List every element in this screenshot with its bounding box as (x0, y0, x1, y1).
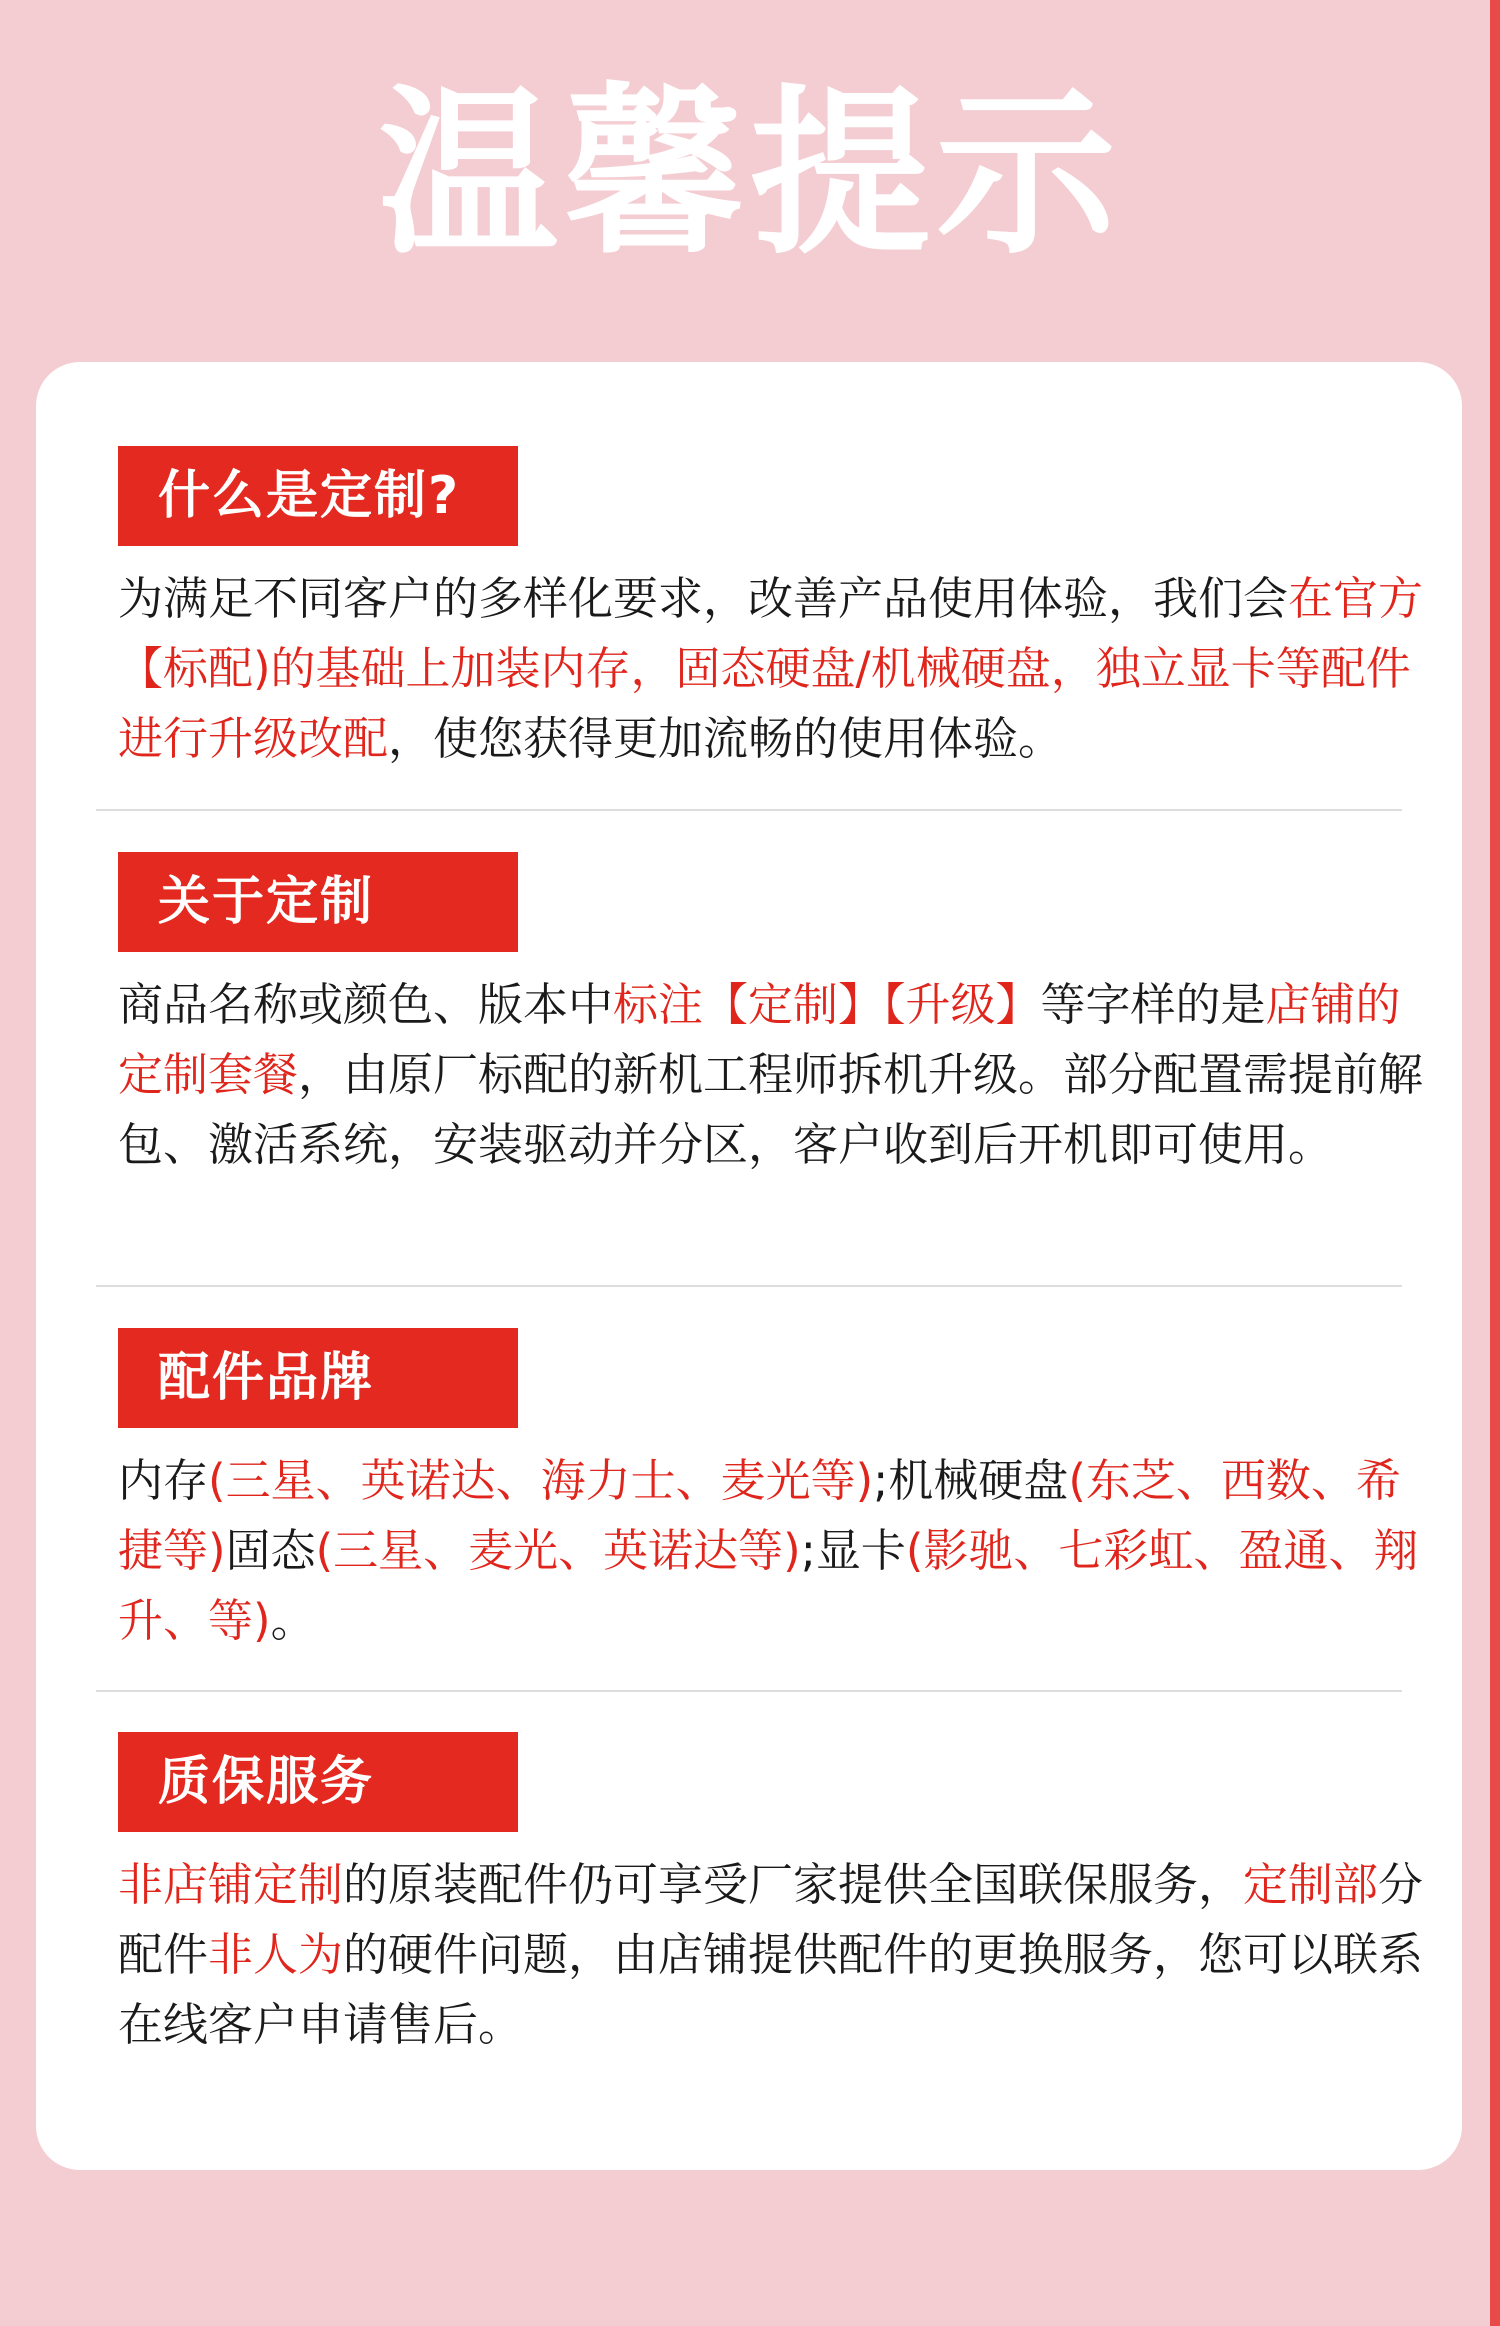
section-heading: 质保服务 (118, 1732, 518, 1832)
section-heading: 关于定制 (118, 852, 518, 952)
highlight-text: 非人为 (208, 1928, 344, 1981)
highlight-text: 店铺的定制套餐 (118, 978, 1401, 1101)
body-text: 的硬件问题，由店铺提供配件的更换服务，您可以联系在线客户申请售后。 (118, 1928, 1424, 2051)
section-divider (96, 1690, 1402, 1692)
page-title: 温馨提示 (377, 70, 1122, 279)
body-text: 固态 (225, 1524, 316, 1577)
right-edge-stripe (1490, 0, 1500, 2326)
section-divider (96, 1285, 1402, 1287)
section-divider (96, 809, 1402, 811)
highlight-text: 在官方【标配)的基础上加装内存，固态硬盘/机械硬盘，独立显卡等配件进行升级改配 (118, 572, 1424, 765)
section-body (118, 970, 1438, 1180)
highlight-text: (东芝、西数、希捷等) (118, 1454, 1401, 1577)
section-body (118, 564, 1438, 774)
highlight-text: 定制部 (1243, 1858, 1379, 1911)
body-text: 分配件 (118, 1858, 1424, 1981)
section-heading: 配件品牌 (118, 1328, 518, 1428)
body-text: 内存 (118, 1454, 209, 1507)
section-heading: 什么是定制? (118, 446, 518, 546)
body-text: 的原装配件仍可享受厂家提供全国联保服务， (343, 1858, 1244, 1911)
body-text: ;显卡 (800, 1524, 906, 1577)
body-text: 等字样的是 (1040, 978, 1266, 1031)
highlight-text: 非店铺定制 (118, 1858, 344, 1911)
section-body (118, 1850, 1438, 2060)
highlight-text: 标注【定制】【升级】 (613, 978, 1041, 1031)
body-text: ，由原厂标配的新机工程师拆机升级。部分配置需提前解包、激活系统，安装驱动并分区，客户收到后开机即可使用。 (118, 1048, 1424, 1171)
body-text: 。 (270, 1594, 316, 1647)
section-body (118, 1446, 1438, 1656)
notice-card (36, 362, 1462, 2170)
body-text: 为满足不同客户的多样化要求，改善产品使用体验，我们会 (118, 572, 1289, 625)
body-text: ，使您获得更加流畅的使用体验。 (388, 712, 1064, 765)
highlight-text: (影驰、七彩虹、盈通、翔升、等) (118, 1524, 1419, 1647)
highlight-text: (三星、麦光、英诺达等) (315, 1524, 801, 1577)
highlight-text: (三星、英诺达、海力士、麦光等) (208, 1454, 874, 1507)
body-text: ;机械硬盘 (873, 1454, 1069, 1507)
body-text: 商品名称或颜色、版本中 (118, 978, 614, 1031)
